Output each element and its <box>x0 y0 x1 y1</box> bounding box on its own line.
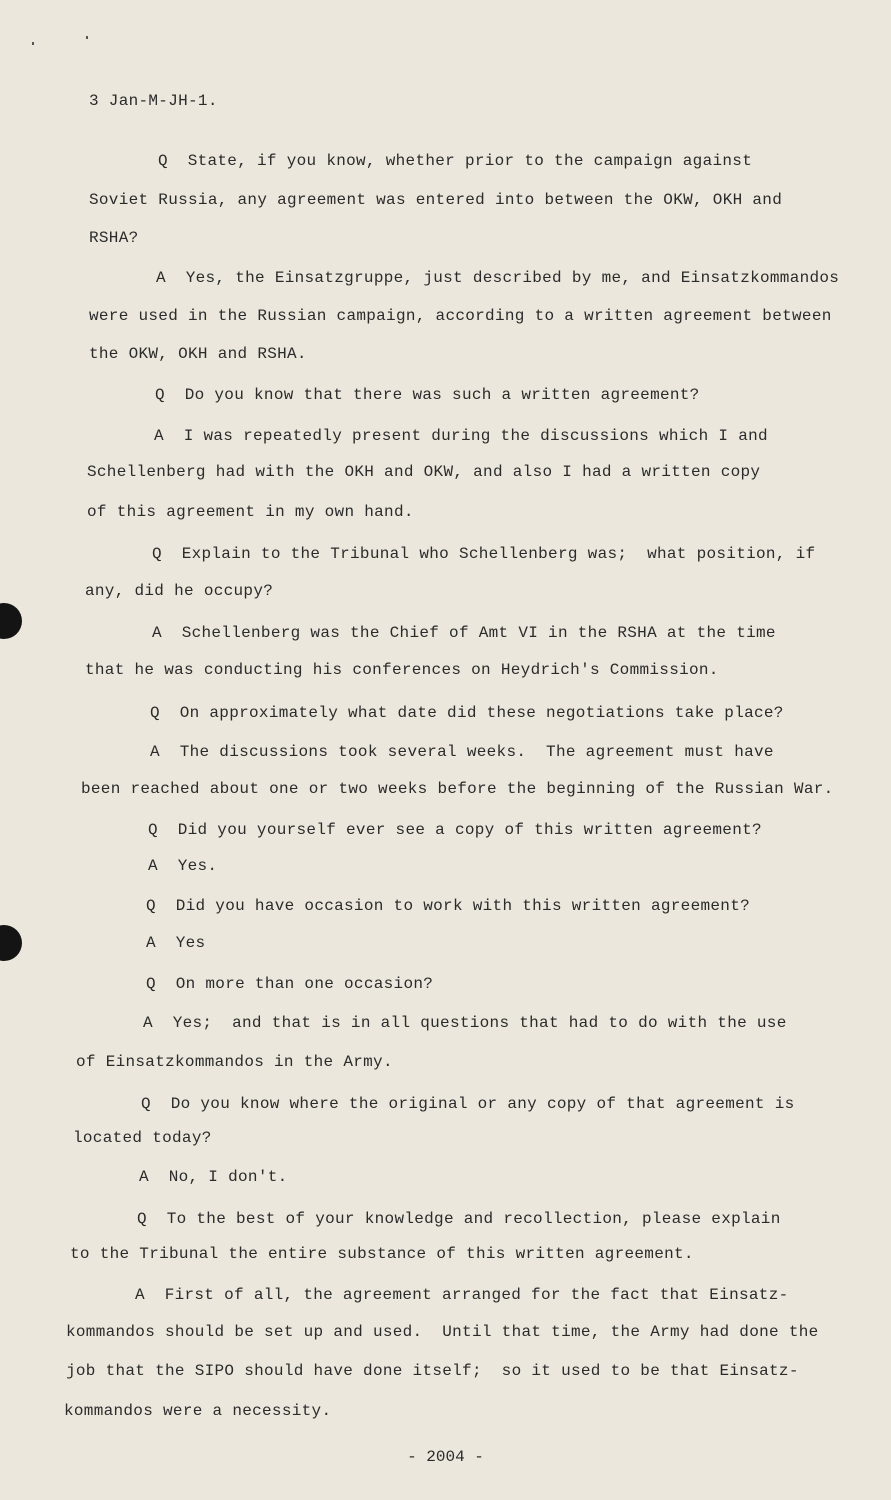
text-line: A Yes. <box>148 857 218 875</box>
text-line: been reached about one or two weeks before the beginning of the Russian War. <box>81 780 834 798</box>
text-line: kommandos were a necessity. <box>64 1402 332 1420</box>
paper-speck <box>86 36 88 39</box>
text-line: Q On approximately what date did these negotiations take place? <box>150 704 784 722</box>
text-line: RSHA? <box>89 229 139 247</box>
text-line: A Yes; and that is in all questions that had to do with the use <box>143 1014 787 1032</box>
text-line: the OKW, OKH and RSHA. <box>89 345 307 363</box>
text-line: kommandos should be set up and used. Until that time, the Army had done the <box>66 1323 819 1341</box>
text-line: any, did he occupy? <box>85 582 274 600</box>
paper-speck <box>32 42 34 45</box>
text-line: A No, I don't. <box>139 1168 288 1186</box>
text-line: of this agreement in my own hand. <box>87 503 414 521</box>
text-line: A Yes <box>146 934 206 952</box>
text-line: Q Did you have occasion to work with this written agreement? <box>146 897 750 915</box>
text-line: A The discussions took several weeks. The agreement must have <box>150 743 774 761</box>
text-line: that he was conducting his conferences on Heydrich's Commission. <box>85 661 719 679</box>
text-line: of Einsatzkommandos in the Army. <box>76 1053 393 1071</box>
punch-hole <box>0 603 22 639</box>
text-line: Q State, if you know, whether prior to the campaign against <box>158 152 753 170</box>
text-line: located today? <box>73 1129 212 1147</box>
text-line: to the Tribunal the entire substance of this written agreement. <box>70 1245 694 1263</box>
text-line: Q On more than one occasion? <box>146 975 434 993</box>
punch-hole <box>0 925 22 961</box>
text-line: were used in the Russian campaign, according to a written agreement between <box>89 307 832 325</box>
text-line: A Schellenberg was the Chief of Amt VI in the RSHA at the time <box>152 624 776 642</box>
text-line: Q To the best of your knowledge and recollection, please explain <box>137 1210 781 1228</box>
text-line: Soviet Russia, any agreement was entered into between the OKW, OKH and <box>89 191 783 209</box>
text-line: Q Explain to the Tribunal who Schellenberg was; what position, if <box>152 545 816 563</box>
document-header: 3 Jan-M-JH-1. <box>89 92 218 110</box>
text-line: Q Do you know where the original or any copy of that agreement is <box>141 1095 795 1113</box>
text-line: Q Did you yourself ever see a copy of this written agreement? <box>148 821 762 839</box>
page-number: - 2004 - <box>407 1448 484 1466</box>
text-line: A Yes, the Einsatzgruppe, just described by me, and Einsatzkommandos <box>156 269 840 287</box>
text-line: Schellenberg had with the OKH and OKW, and also I had a written copy <box>87 463 761 481</box>
text-line: A First of all, the agreement arranged for the fact that Einsatz- <box>135 1286 789 1304</box>
text-line: job that the SIPO should have done itself; so it used to be that Einsatz- <box>66 1362 799 1380</box>
text-line: A I was repeatedly present during the discussions which I and <box>154 427 768 445</box>
text-line: Q Do you know that there was such a written agreement? <box>155 386 700 404</box>
